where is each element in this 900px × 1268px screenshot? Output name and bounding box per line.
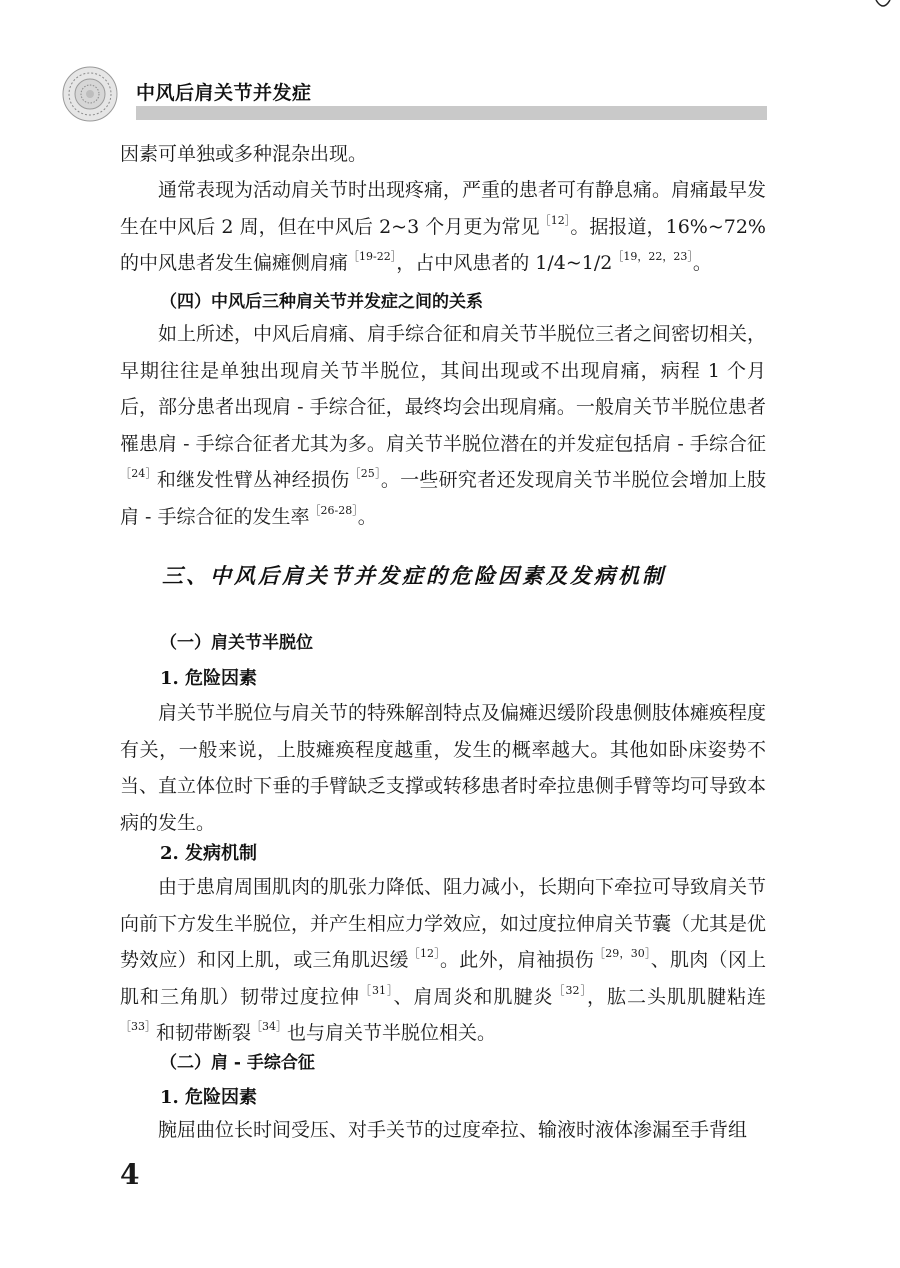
- citation: ［33］: [120, 1020, 156, 1033]
- paragraph-continuation: 因素可单独或多种混杂出现。: [120, 143, 368, 165]
- paragraph-relationship: 如上所述，中风后肩痛、肩手综合征和肩关节半脱位三者之间密切相关，早期往往是单独出现肩关节半脱位，其间出现或不出现肩痛，病程 1 个月后，部分患者出现肩 - 手综合征，最终均会出现肩痛。一般肩关节半脱位患者罹患肩 - 手综合征者尤其为多。肩关节半脱位潜在的并发症包括肩 - 手综合征$^{[24]}$和继发性臂丛神经损伤$^{[25]}$。一些研究者还发现肩关节半脱位会增加上肢肩 - 手综合征的发生率$^{[26-28]}$。: [120, 323, 767, 528]
- subsection-heading-4: （四）中风后三种肩关节并发症之间的关系: [160, 292, 483, 312]
- corner-mark: [872, 0, 894, 12]
- running-header: [62, 66, 767, 122]
- citation: ［19，22，23］: [612, 250, 693, 263]
- citation: ［29，30］: [593, 947, 651, 960]
- citation: ［31］: [359, 983, 394, 997]
- citation: ［26-28］: [309, 503, 358, 517]
- running-header-title: 中风后肩关节并发症: [136, 82, 312, 104]
- decorative-emblem-icon: [62, 66, 118, 122]
- header-rule: [136, 106, 767, 120]
- item-heading-risk-factors-2: 1. 危险因素: [160, 1087, 258, 1108]
- page-number: 4: [120, 1158, 140, 1191]
- citation: ［12］: [539, 213, 571, 227]
- paragraph-subluxation-mechanism: 由于患肩周围肌肉的肌张力降低、阻力减小，长期向下牵拉可导致肩关节向前下方发生半脱位，并产生相应力学效应，如过度拉伸肩关节囊（尤其是优势效应）和冈上肌，或三角肌迟缓$^{[12]}$。此外，肩袖损伤$^{[29,30]}$、肌肉（冈上肌和三角肌）韧带过度拉伸$^{[31]}$、肩周炎和肌腱炎$^{[32]}$，肱二头肌肌腱粘连$^{[33]}$和韧带断裂$^{[34]}$也与肩关节半脱位相关。: [120, 876, 767, 1044]
- section-title: 三、中风后肩关节并发症的危险因素及发病机制: [162, 564, 666, 588]
- paragraph-subluxation-risk: 肩关节半脱位与肩关节的特殊解剖特点及偏瘫迟缓阶段患侧肢体瘫痪程度有关，一般来说，上肢瘫痪程度越重，发生的概率越大。其他如卧床姿势不当、直立体位时下垂的手臂缺乏支撑或转移患者时牵拉患侧手臂等均可导致本病的发生。: [120, 702, 767, 834]
- subsection-heading-2: （二）肩 - 手综合征: [160, 1053, 315, 1073]
- item-heading-mechanism: 2. 发病机制: [160, 843, 258, 864]
- paragraph-shoulder-pain: 通常表现为活动肩关节时出现疼痛，严重的患者可有静息痛。肩痛最早发生在中风后 2 周，但在中风后 2~3 个月更为常见$^{[12]}$。据报道，16%~72% 的中风患者发生偏瘫侧肩痛$^{[19-22]}$，占中风患者的 $1/4\sim 1/2^{[19,22,23]}$。: [120, 179, 767, 274]
- paragraph-shoulder-hand-risk: 腕屈曲位长时间受压、对手关节的过度牵拉、输液时液体渗漏至手背组: [158, 1119, 748, 1141]
- citation: ［12］: [408, 947, 440, 960]
- citation: ［34］: [251, 1020, 288, 1033]
- subsection-heading-1: （一）肩关节半脱位: [160, 633, 313, 653]
- citation: ［24］: [120, 467, 157, 480]
- citation: ［19-22］: [348, 250, 397, 263]
- item-heading-risk-factors: 1. 危险因素: [160, 668, 258, 689]
- citation: ［32］: [553, 983, 587, 997]
- citation: ［25］: [349, 467, 381, 480]
